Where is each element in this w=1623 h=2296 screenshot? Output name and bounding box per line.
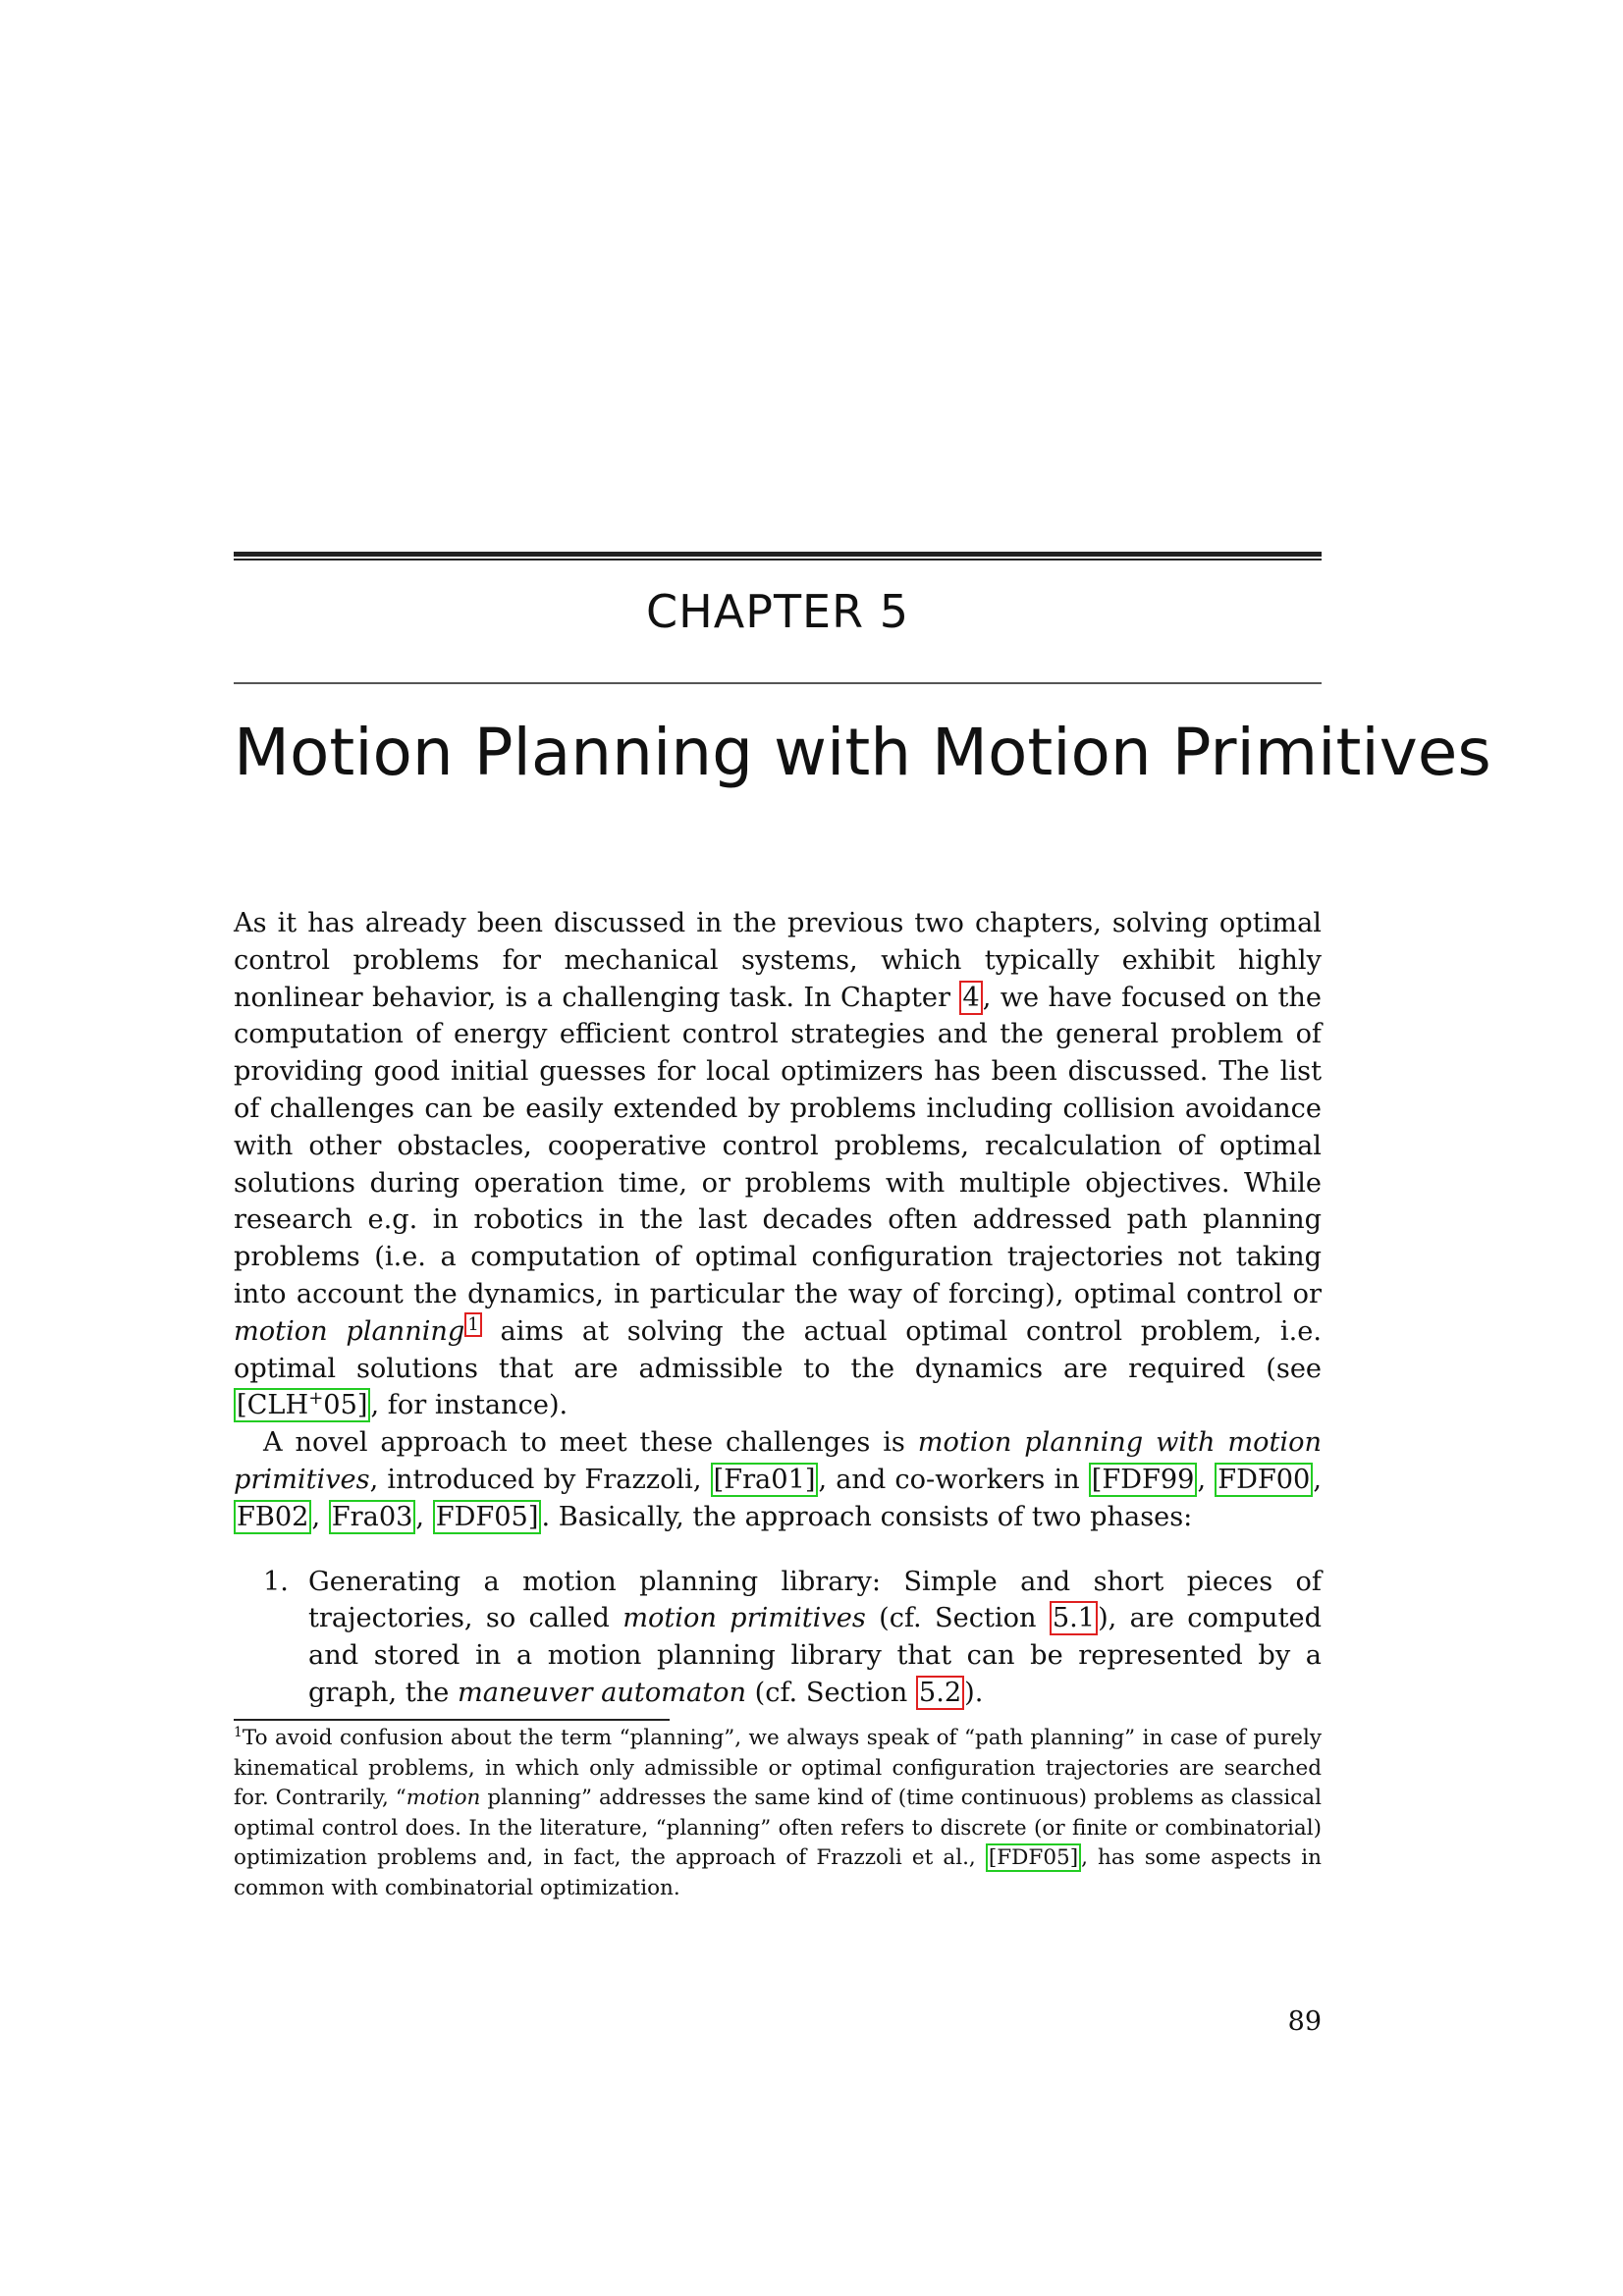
text: , we have focused on the computation of energy efficient control strategies and the general problem of providing good initial guesses for local optimizers has been discussed. The list of challenges can be easily extended by problems including collision avoidance with other obstacles, cooperative control problems, recalculation of optimal solutions during operation time, or problems with multiple objectives. While research e.g. in robotics in the last decades often addressed path planning problems (i.e. a computation of optimal configuration trajectories not taking into account the dynamics, in particular the way of forcing), optimal control or (234, 982, 1322, 1309)
chapter-divider-rule (234, 682, 1322, 684)
text: . Basically, the approach consists of two phases: (541, 1501, 1193, 1532)
phase-list (234, 1564, 1322, 1712)
citation-fdf05-footnote-link[interactable]: [FDF05] (986, 1843, 1081, 1872)
text: planning” addresses the same kind of (time continuous) problems as classical optimal control does. In the literature, “planning” often refers to discrete (or finite or combinatorial) optimization problems and, in fact, the approach of Frazzoli et al., (234, 1786, 1322, 1871)
emphasis-motion-planning: motion planning (234, 1315, 465, 1347)
body-text (234, 905, 1322, 1712)
footnote-rule (234, 1719, 670, 1721)
citation-text: [CLH (237, 1390, 309, 1421)
text: ), are computed and stored in a motion planning library that can be represented by a graph, the (308, 1603, 1322, 1708)
separator: , (1313, 1464, 1322, 1495)
text: ). (964, 1677, 984, 1708)
paragraph-1 (234, 905, 1322, 1424)
text: , introduced by Frazzoli, (369, 1464, 711, 1495)
separator: , (1197, 1464, 1216, 1495)
chapter-title: Motion Planning with Motion Primitives (234, 715, 1491, 790)
page-number: 89 (1287, 2006, 1322, 2037)
citation-fdf00-link[interactable]: FDF00 (1215, 1463, 1313, 1497)
citation-text: 05] (323, 1390, 368, 1421)
footnote-1-marker-link[interactable]: 1 (464, 1312, 481, 1337)
chapter-4-link[interactable]: 4 (959, 981, 982, 1015)
footnote-1 (234, 1724, 1322, 1904)
section-5-2-link[interactable]: 5.2 (916, 1676, 964, 1710)
text: aims at solving the actual optimal control problem, i.e. optimal solutions that are admissible to the dynamics are required (see (234, 1315, 1322, 1384)
citation-fdf99-link[interactable]: [FDF99 (1089, 1463, 1198, 1497)
emphasis-motion-primitives: motion primitives (622, 1603, 866, 1634)
emphasis-motion-primitives-approach: motion planning with motion primitives (234, 1427, 1322, 1495)
text: , has some aspects in common with combinatorial optimization. (234, 1845, 1323, 1900)
footnote-mark: 1 (234, 1725, 243, 1740)
text: As it has already been discussed in the previous two chapters, solving optimal control problems for mechanical systems, which typically exhibit highly nonlinear behavior, is a challenging task. In Chapter (234, 908, 1322, 1013)
chapter-label: CHAPTER 5 (646, 585, 909, 638)
emphasis-maneuver-automaton: maneuver automaton (457, 1677, 746, 1708)
list-number: 1. (263, 1566, 289, 1597)
citation-clh05-link[interactable] (234, 1388, 370, 1422)
emphasis-motion: motion (406, 1786, 481, 1811)
separator: , (415, 1501, 433, 1532)
citation-superscript: + (308, 1388, 324, 1410)
citation-fb02-link[interactable]: FB02 (234, 1500, 311, 1534)
chapter-top-rule-thin (234, 559, 1322, 561)
text: (cf. Section (865, 1603, 1050, 1634)
text: , for instance). (370, 1390, 568, 1421)
chapter-top-rule-thick (234, 552, 1322, 557)
list-item (234, 1564, 1322, 1712)
section-5-1-link[interactable]: 5.1 (1050, 1601, 1098, 1635)
separator: , (311, 1501, 329, 1532)
text: (cf. Section (745, 1677, 916, 1708)
paragraph-2 (234, 1424, 1322, 1535)
text: , and co-workers in (818, 1464, 1089, 1495)
text: Generating a motion planning library: Simple and short pieces of trajectories, so called (308, 1566, 1322, 1634)
citation-fra03-link[interactable]: Fra03 (329, 1500, 416, 1534)
citation-fdf05-link[interactable]: FDF05] (433, 1500, 542, 1534)
text: A novel approach to meet these challenges is (263, 1427, 918, 1459)
citation-fra01-link[interactable]: [Fra01] (711, 1463, 819, 1497)
text: To avoid confusion about the term “planning”, we always speak of “path planning” in case of purely kinematical problems, in which only admissible or optimal configuration trajectories are searched for. Contrarily, “ (234, 1726, 1322, 1811)
